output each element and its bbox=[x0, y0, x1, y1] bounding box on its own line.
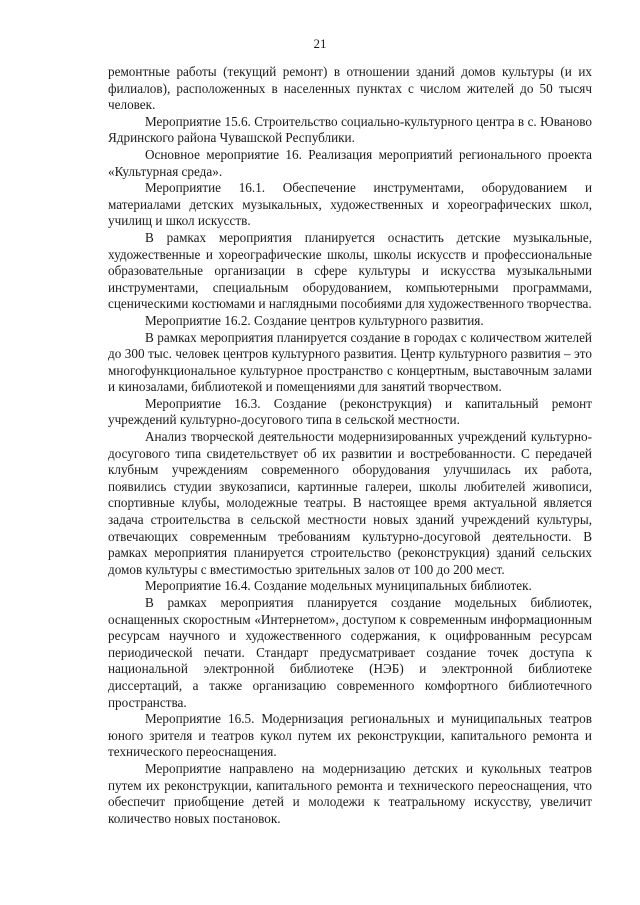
paragraph-main-measure-16: Основное мероприятие 16. Реализация мероприятий регионального проекта «Культурная среда». bbox=[108, 146, 592, 179]
paragraph-measure-15-6: Мероприятие 15.6. Строительство социально-культурного центра в с. Юваново Ядринского района Чувашской Республики. bbox=[108, 113, 592, 146]
paragraph-measure-16-5: Мероприятие 16.5. Модернизация региональных и муниципальных театров юного зрителя и театров кукол путем их реконструкции, капитального ремонта и технического переоснащения. bbox=[108, 711, 592, 760]
paragraph-measure-16-2: Мероприятие 16.2. Создание центров культурного развития. bbox=[145, 312, 484, 328]
paragraph-measure-16-4: Мероприятие 16.4. Создание модельных муниципальных библиотек. bbox=[145, 578, 532, 594]
paragraph-measure-16-3-description: Анализ творческой деятельности модернизированных учреждений культурно-досугового типа свидетельствует об их развитии и востребованности. С передачей клубным учреждениям современного оборудования улучшилась их работа, появились студии звукозаписи, картинные галереи, школы любителей живописи, спортивные клубы, молодежные театры. В настоящее время актуальной является задача строительства в сельской местности новых зданий учреждений культуры, отвечающих современным требованиям культурно-досуговой деятельности. В рамках мероприятия планируется строительство (реконструкция) зданий сельских домов культуры с вместимостью зрительных залов от 100 до 200 мест. bbox=[108, 429, 592, 577]
paragraph-measure-16-2-description: В рамках мероприятия планируется создание в городах с количеством жителей до 300 тыс. человек центров культурного развития. Центр культурного развития – это многофункциональное культурное пространство с концертным, выставочным залами и кинозалами, библиотекой и помещениями для занятий творчеством. bbox=[108, 329, 592, 395]
paragraph-continuation: ремонтные работы (текущий ремонт) в отношении зданий домов культуры (и их филиалов), расположенных в населенных пунктах с числом жителей до 50 тысяч человек. bbox=[108, 64, 592, 113]
document-body bbox=[108, 64, 592, 827]
paragraph-measure-16-4-description: В рамках мероприятия планируется создание модельных библиотек, оснащенных скоростным «Интернетом», доступом к современным информационным ресурсам научного и художественного содержания, к оцифрованным ресурсам периодической печати. Стандарт предусматривает создание точек доступа к национальной электронной библиотеке (НЭБ) и электронной библиотеке диссертаций, а также организацию современного комфортного библиотечного пространства. bbox=[108, 595, 592, 710]
paragraph-measure-16-1-description: В рамках мероприятия планируется оснастить детские музыкальные, художественные и хореографические школы, школы искусств и профессиональные образовательные организации в сфере культуры и искусства музыкальными инструментами, специальным оборудованием, компьютерными программами, сценическими костюмами и наглядными пособиями для художественного творчества. bbox=[108, 229, 592, 312]
paragraph-measure-16-3: Мероприятие 16.3. Создание (реконструкция) и капитальный ремонт учреждений культурно-досугового типа в сельской местности. bbox=[108, 395, 592, 428]
paragraph-measure-16-1: Мероприятие 16.1. Обеспечение инструментами, оборудованием и материалами детских музыкальных, художественных и хореографических школ, училищ и школ искусств. bbox=[108, 180, 592, 229]
paragraph-measure-16-5-description: Мероприятие направлено на модернизацию детских и кукольных театров путем их реконструкции, капитального ремонта и технического переоснащения, что обеспечит приобщение детей и молодежи к театральному искусству, увеличит количество новых постановок. bbox=[108, 760, 592, 826]
page-number: 21 bbox=[313, 36, 327, 51]
